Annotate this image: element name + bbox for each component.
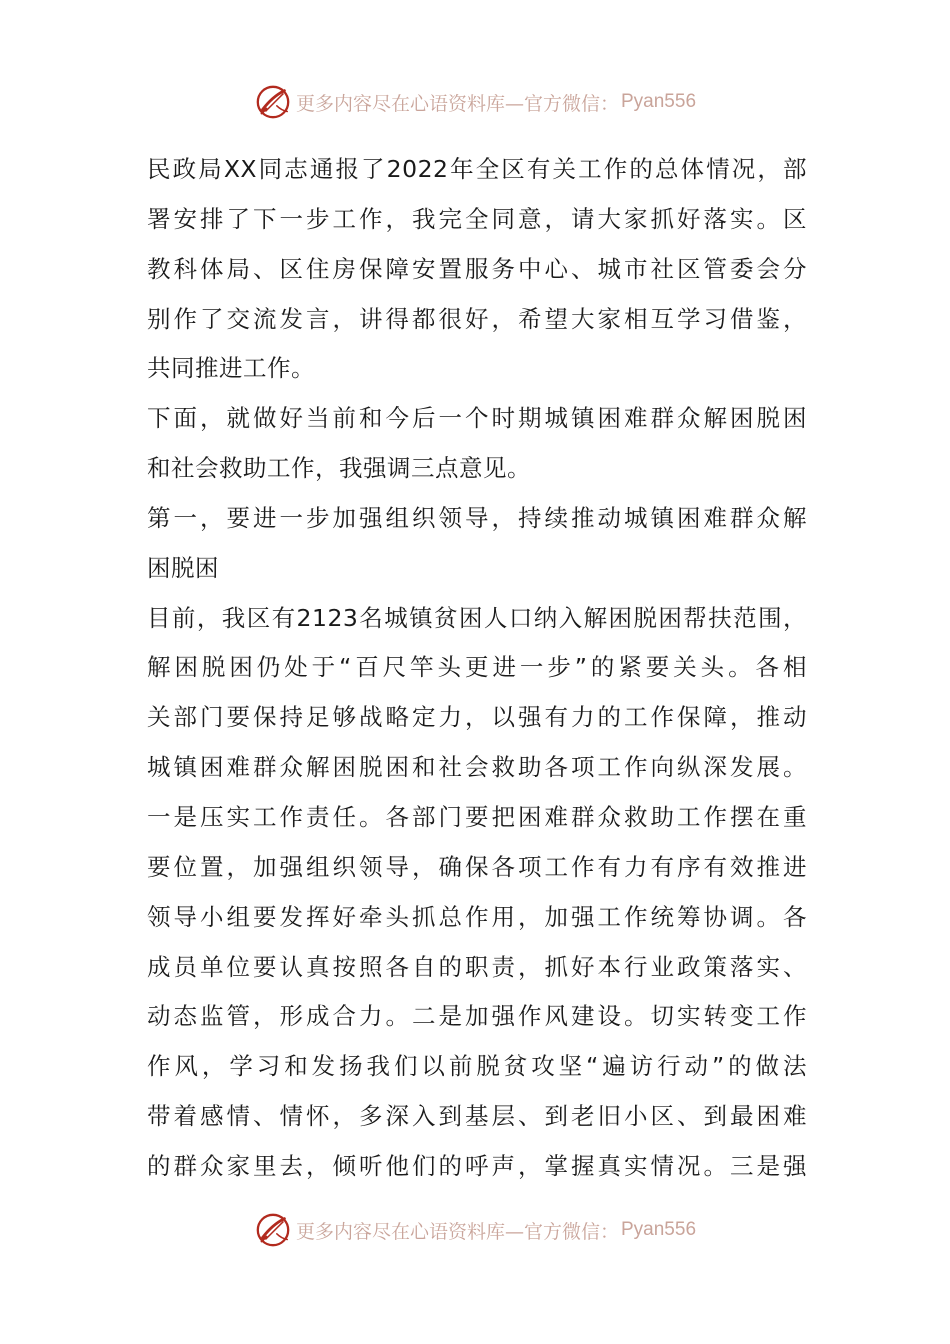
text-line: 的群众家里去，倾听他们的呼声，掌握真实情况。三是强 xyxy=(147,1151,807,1180)
section-heading-line: 第一，要进一步加强组织领导，持续推动城镇困难群众解 xyxy=(147,503,807,532)
pen-logo-icon xyxy=(254,83,292,121)
header-watermark-banner xyxy=(0,80,950,124)
text-line: 和社会救助工作，我强调三点意见。 xyxy=(147,454,531,483)
banner-wechat-id: Pyan556 xyxy=(621,91,697,112)
text-line: 一是压实工作责任。各部门要把困难群众救助工作摆在重 xyxy=(147,802,807,831)
text-line: 动态监管，形成合力。二是加强作风建设。切实转变工作 xyxy=(147,1002,807,1031)
text-line: 带着感情、情怀，多深入到基层、到老旧小区、到最困难 xyxy=(147,1102,807,1131)
text-line: 目前，我区有2123名城镇贫困人口纳入解困脱困帮扶范围， xyxy=(147,603,807,632)
text-line: 署安排了下一步工作，我完全同意，请大家抓好落实。区 xyxy=(147,204,807,233)
document-body xyxy=(147,145,807,1192)
text-line: 要位置，加强组织领导，确保各项工作有力有序有效推进 xyxy=(147,852,807,881)
text-line: 教科体局、区住房保障安置服务中心、城市社区管委会分 xyxy=(147,254,807,283)
text-line: 解困脱困仍处于“百尺竿头更进一步”的紧要关头。各相 xyxy=(147,653,807,682)
text-line: 作风，学习和发扬我们以前脱贫攻坚“遍访行动”的做法 xyxy=(147,1052,807,1081)
text-line: 共同推进工作。 xyxy=(147,354,315,383)
text-line: 别作了交流发言，讲得都很好，希望大家相互学习借鉴， xyxy=(147,304,807,333)
banner-text: 更多内容尽在心语资料库—官方微信： xyxy=(295,92,619,115)
text-line: 关部门要保持足够战略定力，以强有力的工作保障，推动 xyxy=(147,703,807,732)
pen-logo-icon xyxy=(254,1211,292,1249)
text-line: 下面，就做好当前和今后一个时期城镇困难群众解困脱困 xyxy=(147,404,807,433)
text-line: 民政局XX同志通报了2022年全区有关工作的总体情况，部 xyxy=(147,155,807,183)
section-heading-line: 困脱困 xyxy=(147,553,219,582)
text-line: 成员单位要认真按照各自的职责，抓好本行业政策落实、 xyxy=(147,952,807,981)
footer-watermark-banner xyxy=(0,1208,950,1252)
banner-wechat-id: Pyan556 xyxy=(621,1219,697,1240)
banner-text: 更多内容尽在心语资料库—官方微信： xyxy=(295,1220,619,1243)
text-line: 城镇困难群众解困脱困和社会救助各项工作向纵深发展。 xyxy=(147,753,807,782)
text-line: 领导小组要发挥好牵头抓总作用，加强工作统筹协调。各 xyxy=(147,902,807,931)
